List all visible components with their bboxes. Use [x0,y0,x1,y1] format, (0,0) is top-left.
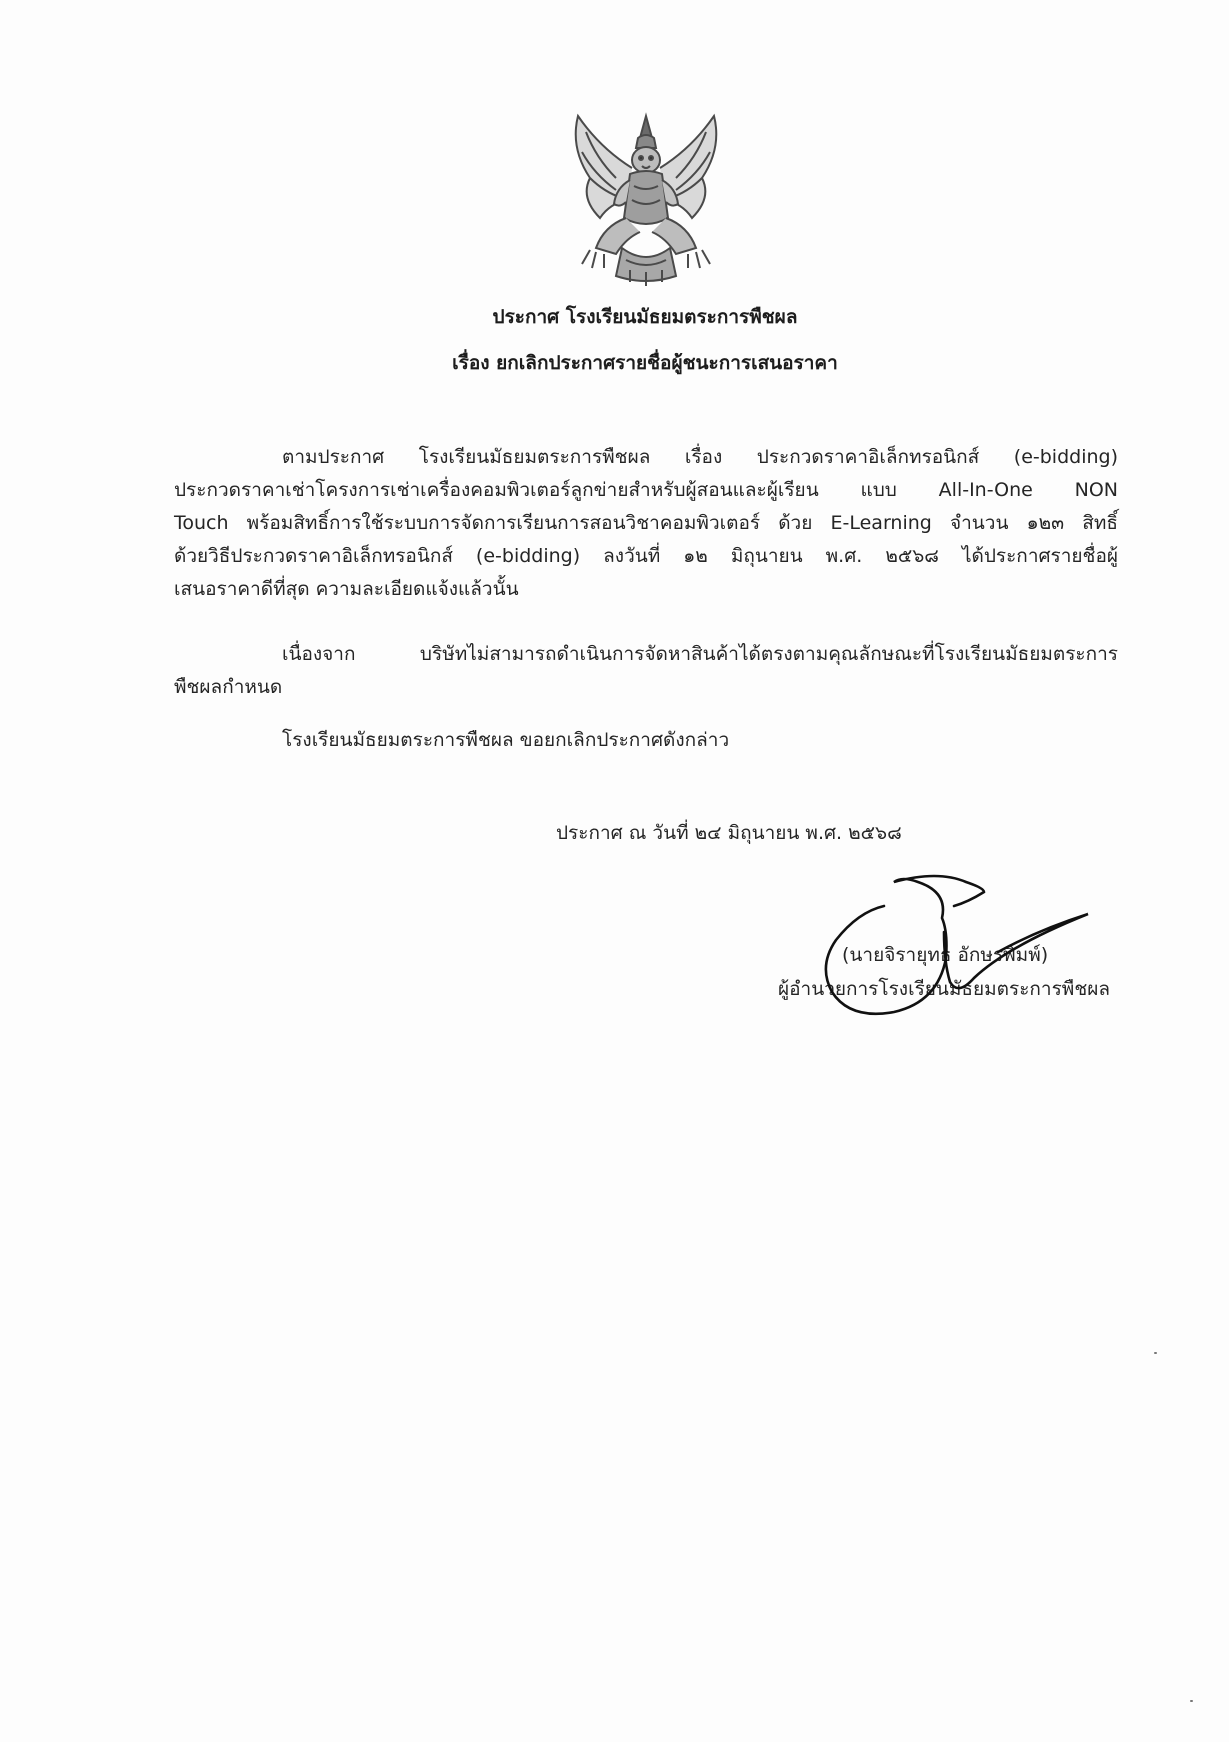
announcement-subject: เรื่อง ยกเลิกประกาศรายชื่อผู้ชนะการเสนอราคา [452,352,838,374]
body-paragraph-3: โรงเรียนมัธยมตระการพืชผล ขอยกเลิกประกาศดังกล่าว [282,729,730,751]
paragraph-1-line-5: เสนอราคาดีที่สุด ความละเอียดแจ้งแล้วนั้น [174,578,519,600]
scan-speck [1154,1352,1157,1354]
signer-position: ผู้อำนวยการโรงเรียนมัธยมตระการพืชผล [778,978,1110,1000]
paragraph-2-line-1: เนื่องจาก บริษัทไม่สามารถดำเนินการจัดหาสินค้าได้ตรงตามคุณลักษณะที่โรงเรียนมัธยมตระการ [282,643,1118,665]
scan-speck [1190,1700,1193,1702]
paragraph-2-line-2: พืชผลกำหนด [174,676,283,698]
paragraph-1-line-4: ด้วยวิธีประกวดราคาอิเล็กทรอนิกส์ (e-bidding) ลงวันที่ ๑๒ มิถุนายน พ.ศ. ๒๕๖๘ ได้ประกาศรายชื่อผู้ [174,545,1118,567]
paragraph-1-line-2: ประกวดราคาเช่าโครงการเช่าเครื่องคอมพิวเตอร์ลูกข่ายสำหรับผู้สอนและผู้เรียน แบบ All-In-One NON [174,479,1118,501]
garuda-emblem-icon [560,108,732,288]
signer-name: (นายจิรายุทธ อักษรพิมพ์) [842,944,1049,966]
paragraph-1-line-3: Touch พร้อมสิทธิ์การใช้ระบบการจัดการเรียนการสอนวิชาคอมพิวเตอร์ ด้วย E-Learning จำนวน ๑๒๓ สิทธิ์ [174,512,1118,534]
handwritten-signature [798,862,1094,1022]
body-paragraph-1 [174,441,1118,606]
announcement-title: ประกาศ โรงเรียนมัธยมตระการพืชผล [492,306,798,328]
announcement-date: ประกาศ ณ วันที่ ๒๔ มิถุนายน พ.ศ. ๒๕๖๘ [556,822,902,844]
paragraph-1-line-1: ตามประกาศ โรงเรียนมัธยมตระการพืชผล เรื่อง ประกวดราคาอิเล็กทรอนิกส์ (e-bidding) [282,446,1118,468]
body-paragraph-2 [174,638,1118,704]
